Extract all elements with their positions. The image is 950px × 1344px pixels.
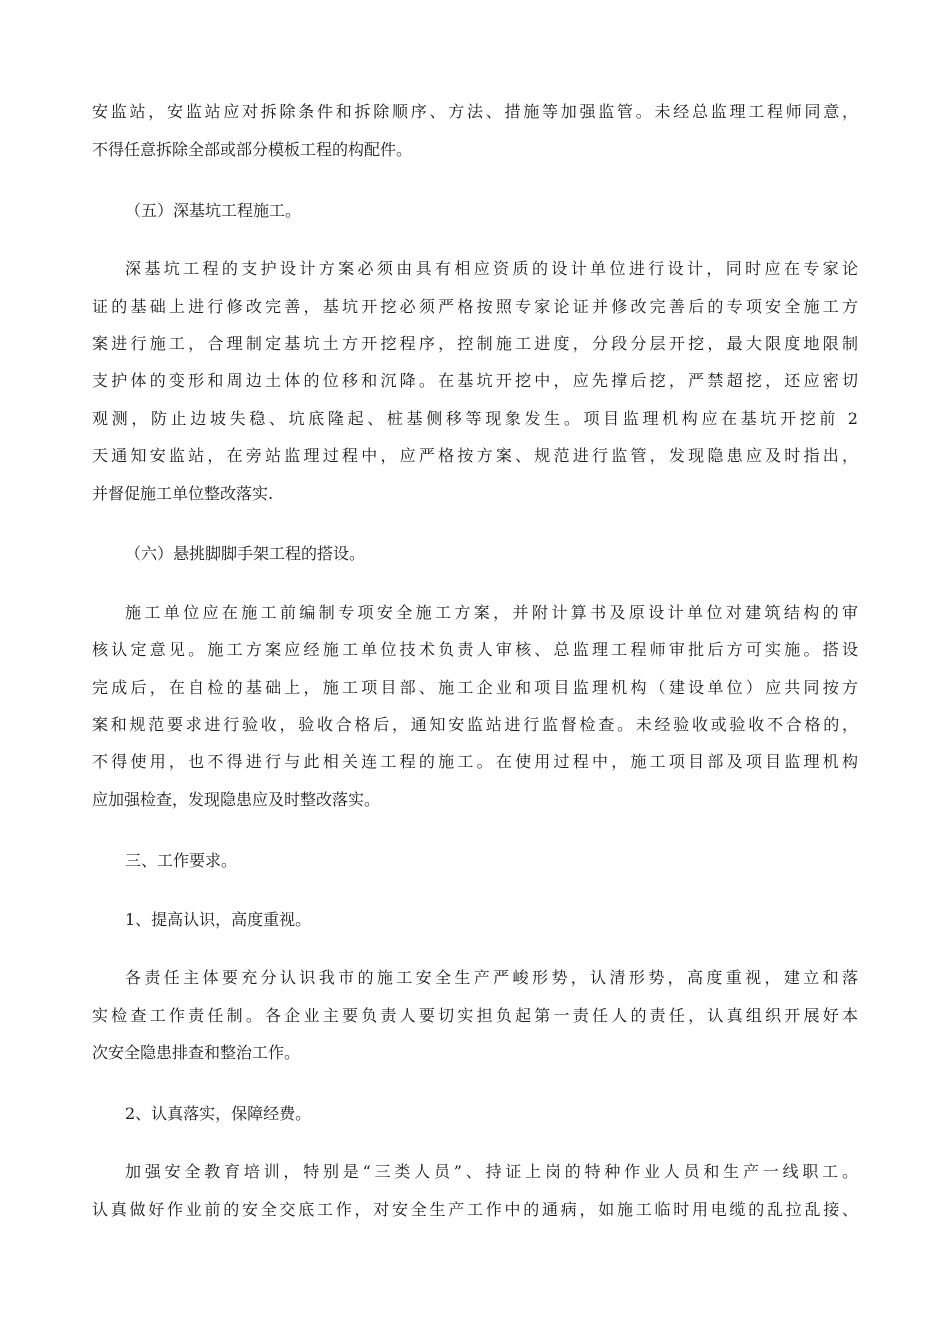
section-heading: 三、工作要求。 (125, 851, 238, 870)
text-line: 认真做好作业前的安全交底工作，对安全生产工作中的通病，如施工临时用电缆的乱拉乱接、 (92, 1200, 858, 1219)
text-line: 施工单位应在施工前编制专项安全施工方案，并附计算书及原设计单位对建筑结构的审 (125, 603, 858, 622)
text-line: 加强安全教育培训，特别是“三类人员”、持证上岗的特种作业人员和生产一线职工。 (125, 1162, 858, 1181)
text-line: 案和规范要求进行验收，验收合格后，通知安监站进行监督检查。未经验收或验收不合格的， (92, 715, 858, 734)
text-line: 支护体的变形和周边土体的位移和沉降。在基坑开挖中，应先撑后挖，严禁超挖，还应密切 (92, 371, 858, 390)
text-line: 各责任主体要充分认识我市的施工安全生产严峻形势，认清形势，高度重视，建立和落 (125, 968, 858, 987)
text-line: 深基坑工程的支护设计方案必须由具有相应资质的设计单位进行设计，同时应在专家论 (125, 259, 858, 278)
text-line: 应加强检查，发现隐患应及时整改落实。 (92, 790, 381, 809)
text-line: 次安全隐患排查和整治工作。 (92, 1043, 301, 1062)
text-line: 并督促施工单位整改落实. (92, 484, 274, 503)
text-line: 不得任意拆除全部或部分模板工程的构配件。 (92, 140, 413, 159)
text-line: 案进行施工，合理制定基坑土方开挖程序，控制施工进度，分段分层开挖，最大限度地限制 (92, 334, 858, 353)
text-line: 不得使用，也不得进行与此相关连工程的施工。在使用过程中，施工项目部及项目监理机构 (92, 752, 858, 771)
text-line: 安监站，安监站应对拆除条件和拆除顺序、方法、措施等加强监管。未经总监理工程师同意， (92, 102, 858, 121)
text-line: 核认定意见。施工方案应经施工单位技术负责人审核、总监理工程师审批后方可实施。搭设 (92, 640, 858, 659)
subsection-heading: 2、认真落实，保障经费。 (125, 1104, 312, 1123)
section-heading: （五）深基坑工程施工。 (125, 201, 302, 220)
text-line: 完成后，在自检的基础上，施工项目部、施工企业和项目监理机构（建设单位）应共同按方 (92, 678, 858, 697)
subsection-heading: 1、提高认识，高度重视。 (125, 910, 312, 929)
text-line: 实检查工作责任制。各企业主要负责人要切实担负起第一责任人的责任，认真组织开展好本 (92, 1006, 858, 1025)
text-line: 观测，防止边坡失稳、坑底隆起、桩基侧移等现象发生。项目监理机构应在基坑开挖前 2 (92, 409, 858, 428)
text-line: 天通知安监站，在旁站监理过程中，应严格按方案、规范进行监管，发现隐患应及时指出， (92, 446, 858, 465)
section-heading: （六）悬挑脚脚手架工程的搭设。 (125, 544, 366, 563)
text-line: 证的基础上进行修改完善，基坑开挖必须严格按照专家论证并修改完善后的专项安全施工方 (92, 297, 858, 316)
